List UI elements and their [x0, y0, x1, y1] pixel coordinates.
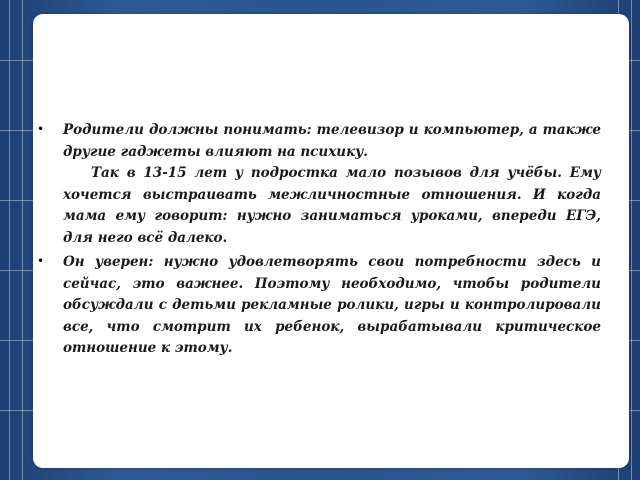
bullet-list [37, 120, 601, 363]
grid-line [0, 200, 34, 201]
grid-line [0, 410, 34, 411]
grid-line [0, 340, 34, 341]
grid-line [631, 0, 632, 480]
bullet-paragraph [63, 252, 601, 360]
paragraph-text: Так в 13-15 лет у подростка мало позывов для учёбы. Ему хочется выстраивать межличностные отношения. И когда мама ему говорит: нужно заниматься уроками, впереди ЕГЭ, для него всё далеко. [63, 165, 601, 246]
grid-line [9, 0, 10, 480]
bullet-item [37, 252, 601, 360]
grid-line [0, 60, 34, 61]
grid-line [0, 270, 34, 271]
bullet-marker: • [37, 122, 45, 136]
slide-content-panel [33, 14, 629, 468]
bullet-paragraph [63, 120, 601, 249]
paragraph-text: Родители должны понимать: телевизор и компьютер, а также другие гаджеты влияют на психику. [63, 122, 601, 160]
paragraph-text: Он уверен: нужно удовлетворять свои потребности здесь и сейчас, это важнее. Поэтому необходимо, чтобы родители обсуждали с детьми рекламные ролики, игры и контролировали все, что смотрит их ребенок, вырабатывали критическое отношение к этому. [63, 254, 601, 356]
grid-line [22, 0, 23, 480]
bullet-item [37, 120, 601, 249]
bullet-marker: • [37, 254, 45, 268]
grid-line [0, 130, 34, 131]
